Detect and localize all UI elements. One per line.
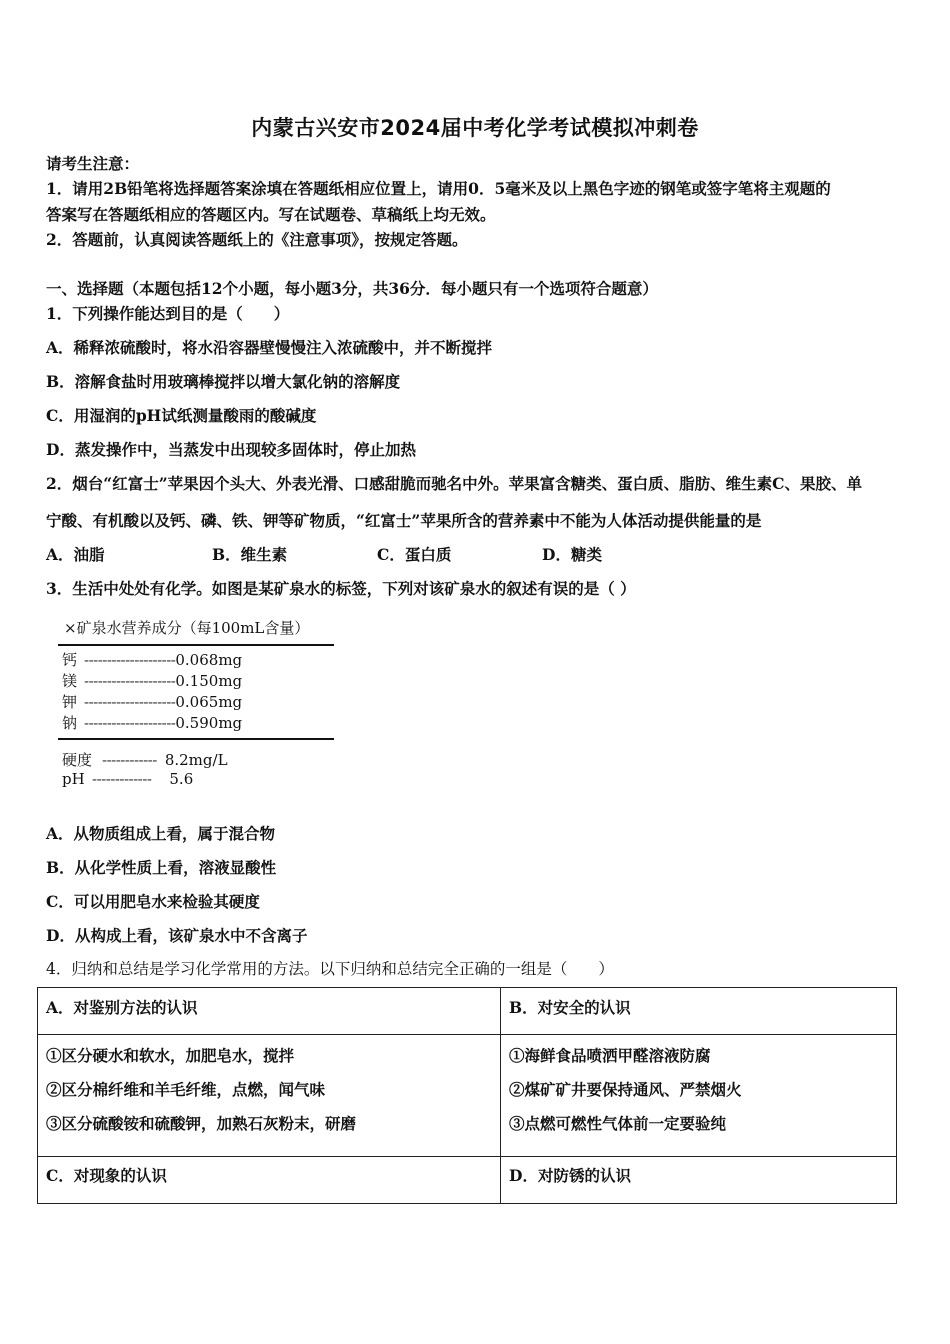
- q4-b-item-3: ③点燃可燃性气体前一定要验纯: [509, 1114, 727, 1133]
- notice-line-1: 1．请用2B铅笔将选择题答案涂填在答题纸相应位置上，请用0．5毫米及以上黑色字迹的钢笔或签字笔将主观题的: [46, 179, 831, 198]
- notice-heading: 请考生注意：: [46, 154, 140, 173]
- q4-cell-d-head: D．对防锈的认识: [501, 1157, 897, 1204]
- label-row-sodium: 钠 --------------------0.590mg: [62, 714, 243, 732]
- q4-a-item-3: ③区分硫酸铵和硫酸钾，加熟石灰粉末，研磨: [46, 1114, 357, 1133]
- q4-cell-a-items: [38, 1035, 501, 1157]
- label-row-ph: pH ------------- 5.6: [62, 770, 194, 788]
- label-top-rule: [58, 644, 334, 646]
- q3-stem: 3．生活中处处有化学。如图是某矿泉水的标签，下列对该矿泉水的叙述有误的是（ ）: [46, 579, 636, 598]
- q2-option-d: D．糖类: [542, 545, 602, 564]
- label-row-hardness: 硬度 ------------ 8.2mg/L: [62, 751, 228, 769]
- q1-stem: 1．下列操作能达到目的是（ ）: [46, 304, 290, 323]
- q1-option-c: C．用湿润的pH试纸测量酸雨的酸碱度: [46, 406, 317, 425]
- q3-option-c: C．可以用肥皂水来检验其硬度: [46, 892, 260, 911]
- label-row-calcium: 钙 --------------------0.068mg: [62, 651, 243, 669]
- notice-line-2: 答案写在答题纸相应的答题区内。写在试题卷、草稿纸上均无效。: [46, 205, 496, 224]
- q2-stem-line-2: 宁酸、有机酸以及钙、磷、铁、钾等矿物质，“红富士”苹果所含的营养素中不能为人体活动提供能量的是: [46, 511, 762, 530]
- mineral-water-label: [58, 613, 338, 793]
- label-row-potassium: 钾 --------------------0.065mg: [62, 693, 243, 711]
- q4-table: [37, 987, 897, 1204]
- q4-cell-b-head: B．对安全的认识: [501, 988, 897, 1035]
- q4-cell-a-head: A．对鉴别方法的认识: [38, 988, 501, 1035]
- q1-option-d: D．蒸发操作中，当蒸发中出现较多固体时，停止加热: [46, 440, 416, 459]
- q2-option-c: C．蛋白质: [377, 545, 452, 564]
- label-heading: ×矿泉水营养成分（每100mL含量）: [64, 619, 310, 637]
- page-title: 内蒙古兴安市2024届中考化学考试模拟冲刺卷: [251, 116, 699, 140]
- notice-line-3: 2．答题前，认真阅读答题纸上的《注意事项》，按规定答题。: [46, 230, 468, 249]
- q4-a-item-2: ②区分棉纤维和羊毛纤维，点燃，闻气味: [46, 1080, 326, 1099]
- q1-option-a: A．稀释浓硫酸时，将水沿容器壁慢慢注入浓硫酸中，并不断搅拌: [46, 338, 493, 357]
- section-heading: 一、选择题（本题包括12个小题，每小题3分，共36分．每小题只有一个选项符合题意）: [46, 279, 658, 298]
- label-row-magnesium: 镁 --------------------0.150mg: [62, 672, 243, 690]
- q3-option-a: A．从物质组成上看，属于混合物: [46, 824, 276, 843]
- q4-b-item-1: ①海鲜食品喷洒甲醛溶液防腐: [509, 1046, 711, 1065]
- label-bottom-rule: [58, 738, 334, 740]
- q4-b-item-2: ②煤矿矿井要保持通风、严禁烟火: [509, 1080, 742, 1099]
- q3-option-d: D．从构成上看，该矿泉水中不含离子: [46, 926, 308, 945]
- q4-cell-c-head: C．对现象的认识: [38, 1157, 501, 1204]
- q1-option-b: B．溶解食盐时用玻璃棒搅拌以增大氯化钠的溶解度: [46, 372, 401, 391]
- q2-option-a: A．油脂: [46, 545, 105, 564]
- q4-a-item-1: ①区分硬水和软水，加肥皂水，搅拌: [46, 1046, 295, 1065]
- q2-stem-line-1: 2．烟台“红富士”苹果因个头大、外表光滑、口感甜脆而驰名中外。苹果富含糖类、蛋白质、脂肪、维生素C、果胶、单: [46, 474, 862, 493]
- q3-option-b: B．从化学性质上看，溶液显酸性: [46, 858, 277, 877]
- q2-option-b: B．维生素: [212, 545, 288, 564]
- q4-cell-b-items: [501, 1035, 897, 1157]
- q4-stem: 4．归纳和总结是学习化学常用的方法。以下归纳和总结完全正确的一组是（ ）: [46, 960, 614, 978]
